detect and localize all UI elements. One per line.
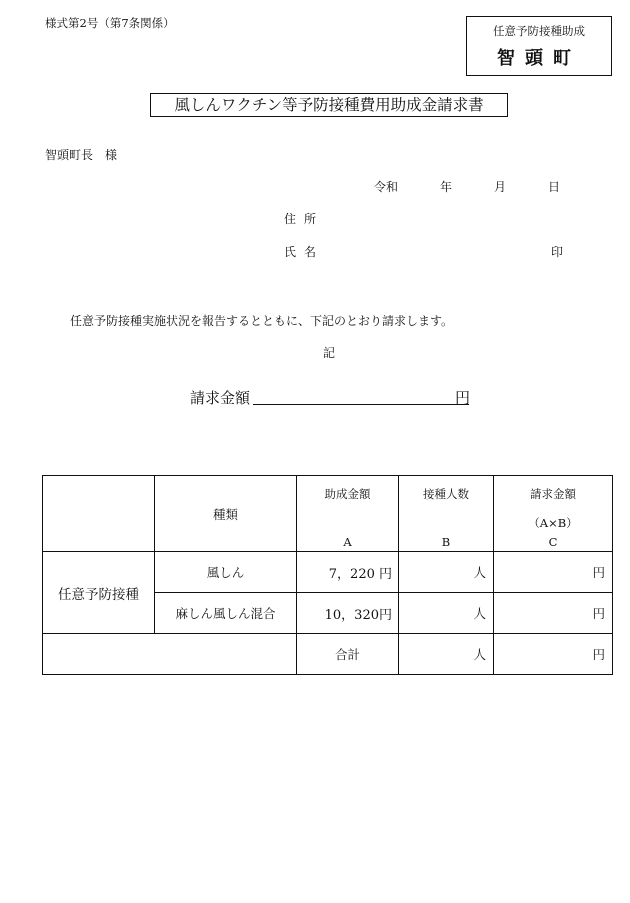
header-claim-code: C <box>548 535 558 549</box>
header-empty-cell <box>43 476 155 552</box>
addressee: 智頭町長 様 <box>45 148 118 162</box>
stamp-town-name: 智頭町 <box>497 48 581 69</box>
header-persons-code: B <box>441 535 451 549</box>
claim-amount-yen: 円 <box>455 389 471 407</box>
row-name: 麻しん風しん混合 <box>155 593 297 634</box>
subsidy-stamp-box <box>466 16 612 76</box>
table-row <box>43 552 613 593</box>
header-subsidy-label: 助成金額 <box>324 487 371 501</box>
header-subsidy <box>297 476 399 552</box>
table-header-row <box>43 476 613 552</box>
date-year-label: 年 <box>440 180 453 194</box>
total-empty-cell <box>43 634 297 675</box>
row-persons-input[interactable]: 人 <box>399 593 494 634</box>
document-title: 風しんワクチン等予防接種費用助成金請求書 <box>150 93 508 117</box>
date-day-label: 日 <box>548 180 561 194</box>
row-persons-input[interactable]: 人 <box>399 552 494 593</box>
subsidy-table <box>42 475 613 675</box>
date-month-label: 月 <box>494 180 507 194</box>
header-type: 種類 <box>155 476 297 552</box>
row-amount: 7，220 円 <box>297 552 399 593</box>
seal-mark: 印 <box>551 245 564 259</box>
header-persons-label: 接種人数 <box>423 487 469 501</box>
total-persons-input[interactable]: 人 <box>399 634 494 675</box>
date-era: 令和 <box>374 180 399 194</box>
ki-marker: 記 <box>323 346 336 360</box>
header-subsidy-code: A <box>343 535 352 549</box>
claim-amount-line <box>253 404 469 405</box>
total-row <box>43 634 613 675</box>
header-claim-formula: （A×B） <box>528 516 578 530</box>
stamp-line1: 任意予防接種助成 <box>493 24 585 38</box>
header-claim-label: 請求金額 <box>530 487 576 501</box>
row-name: 風しん <box>155 552 297 593</box>
header-claim <box>494 476 613 552</box>
total-label: 合計 <box>297 634 399 675</box>
claim-amount-label: 請求金額 <box>190 389 251 407</box>
form-number: 様式第2号（第7条関係） <box>45 16 175 30</box>
category-cell: 任意予防接種 <box>43 552 155 634</box>
body-text: 任意予防接種実施状況を報告するとともに、下記のとおり請求します。 <box>70 314 454 328</box>
row-amount: 10，320円 <box>297 593 399 634</box>
header-persons <box>399 476 494 552</box>
row-claim-input[interactable]: 円 <box>494 593 613 634</box>
address-label: 住所 <box>284 212 325 226</box>
total-claim-input[interactable]: 円 <box>494 634 613 675</box>
name-label: 氏名 <box>284 245 325 259</box>
row-claim-input[interactable]: 円 <box>494 552 613 593</box>
